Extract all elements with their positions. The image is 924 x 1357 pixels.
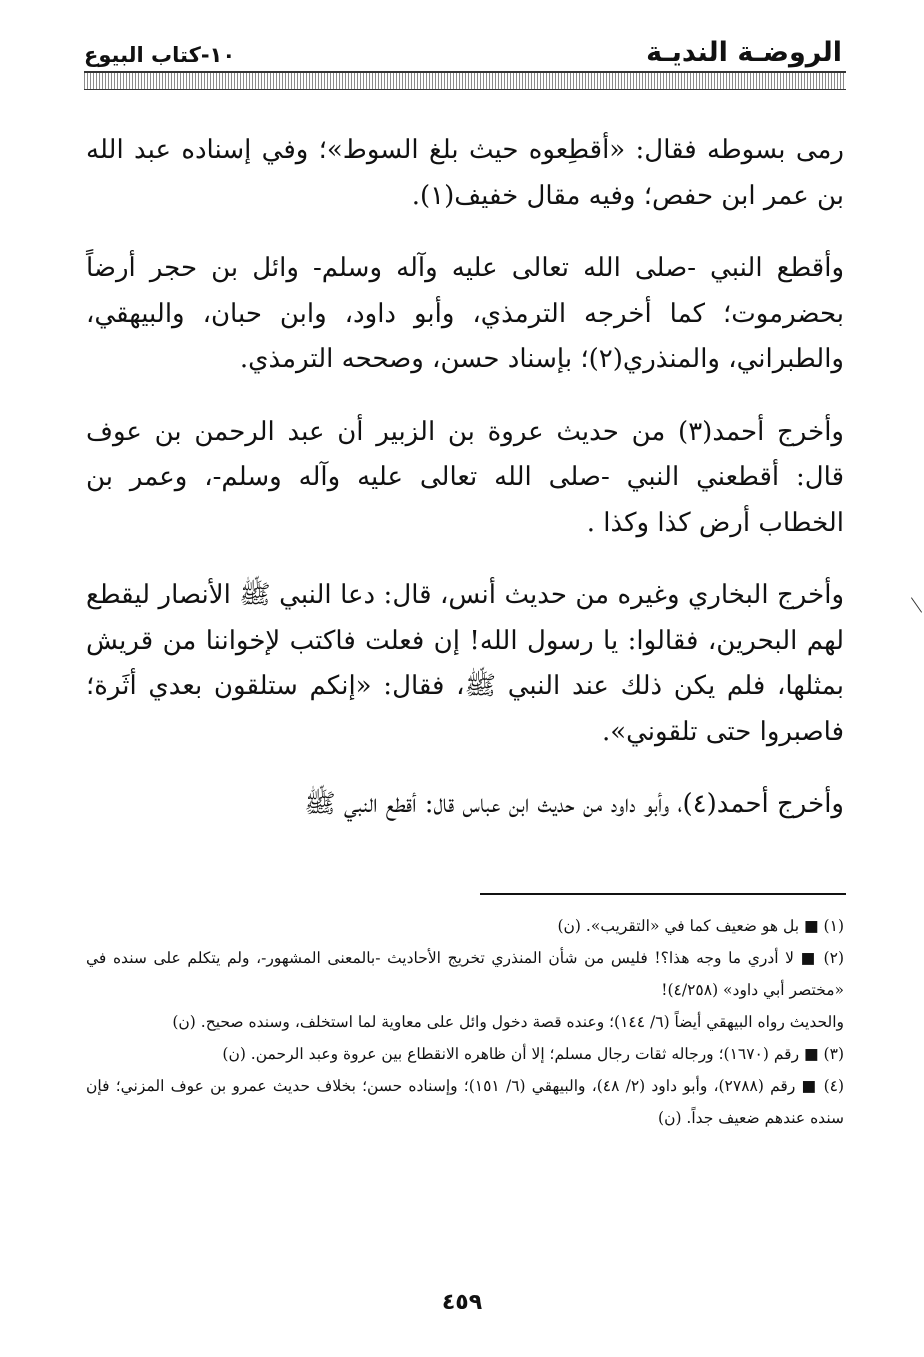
paragraph-2: وأقطع النبي -صلى الله تعالى عليه وآله وسلم- وائل بن حجر أرضاً بحضرموت؛ كما أخرجه الترمذي، وأبو داود، وابن حبان، والبيهقي، والطبراني، والمنذري(٢)؛ بإسناد حسن، وصححه الترمذي. <box>86 253 844 374</box>
footnote-1: (١) ■ بل هو ضعيف كما في «التقريب». (ن) <box>557 917 844 935</box>
main-text <box>86 128 844 855</box>
paragraph-4: وأخرج البخاري وغيره من حديث أنس، قال: دعا النبي ﷺ الأنصار ليقطع لهم البحرين، فقالوا: يا رسول الله! إن فعلت فاكتب لإخواننا من قريش بمثلها، فلم يكن ذلك عند النبي ﷺ، فقال: «إنكم ستلقون بعدي أثَرة؛ فاصبروا حتى تلقوني». <box>86 580 844 747</box>
footnote-2-continued: والحديث رواه البيهقي أيضاً (٦/ ١٤٤)؛ وعنده قصة دخول وائل على معاوية لما استخلف، وسنده صحيح. (ن) <box>172 1013 844 1031</box>
paragraph-5: وأخرج أحمد(٤)، وأبو داود من حديث ابن عباس قال: أقطع النبي ﷺ <box>304 789 844 819</box>
footnote-3: (٣) ■ رقم (١٦٧٠)؛ ورجاله ثقات رجال مسلم؛ إلا أن ظاهره الانقطاع بين عروة وعبد الرحمن. (ن) <box>222 1045 844 1063</box>
footnote-2: (٢) ■ لا أدري ما وجه هذا؟! فليس من شأن المنذري تخريج الأحاديث -بالمعنى المشهور-، ولم يتكلم على سنده في «مختصر أبي داود» (٤/٢٥٨)! <box>86 949 844 999</box>
footnote-divider <box>480 893 846 895</box>
header-rule <box>84 71 846 90</box>
paragraph-3: وأخرج أحمد(٣) من حديث عروة بن الزبير أن عبد الرحمن بن عوف قال: أقطعني النبي -صلى الله تعالى عليه وآله وسلم-، وعمر بن الخطاب أرض كذا وكذا . <box>86 416 844 538</box>
footnote-4: (٤) ■ رقم (٢٧٨٨)، وأبو داود (٢/ ٤٨)، والبيهقي (٦/ ١٥١)؛ وإسناده حسن؛ بخلاف حديث عمرو بن عوف المزني؛ فإن سنده عندهم ضعيف جداً. (ن) <box>86 1077 845 1127</box>
scan-edge-mark <box>911 597 922 612</box>
footnotes <box>86 910 844 1134</box>
running-header <box>84 30 842 70</box>
book-title: الروضـة النديـة <box>646 37 842 68</box>
chapter-title: ١٠-كتاب البيوع <box>84 43 236 67</box>
page-number: ٤٥٩ <box>441 1290 483 1315</box>
paragraph-1: رمى بسوطه فقال: «أقطِعوه حيث بلغ السوط»؛ وفي إسناده عبد الله بن عمر ابن حفص؛ وفيه مقال خفيف(١). <box>86 135 844 211</box>
